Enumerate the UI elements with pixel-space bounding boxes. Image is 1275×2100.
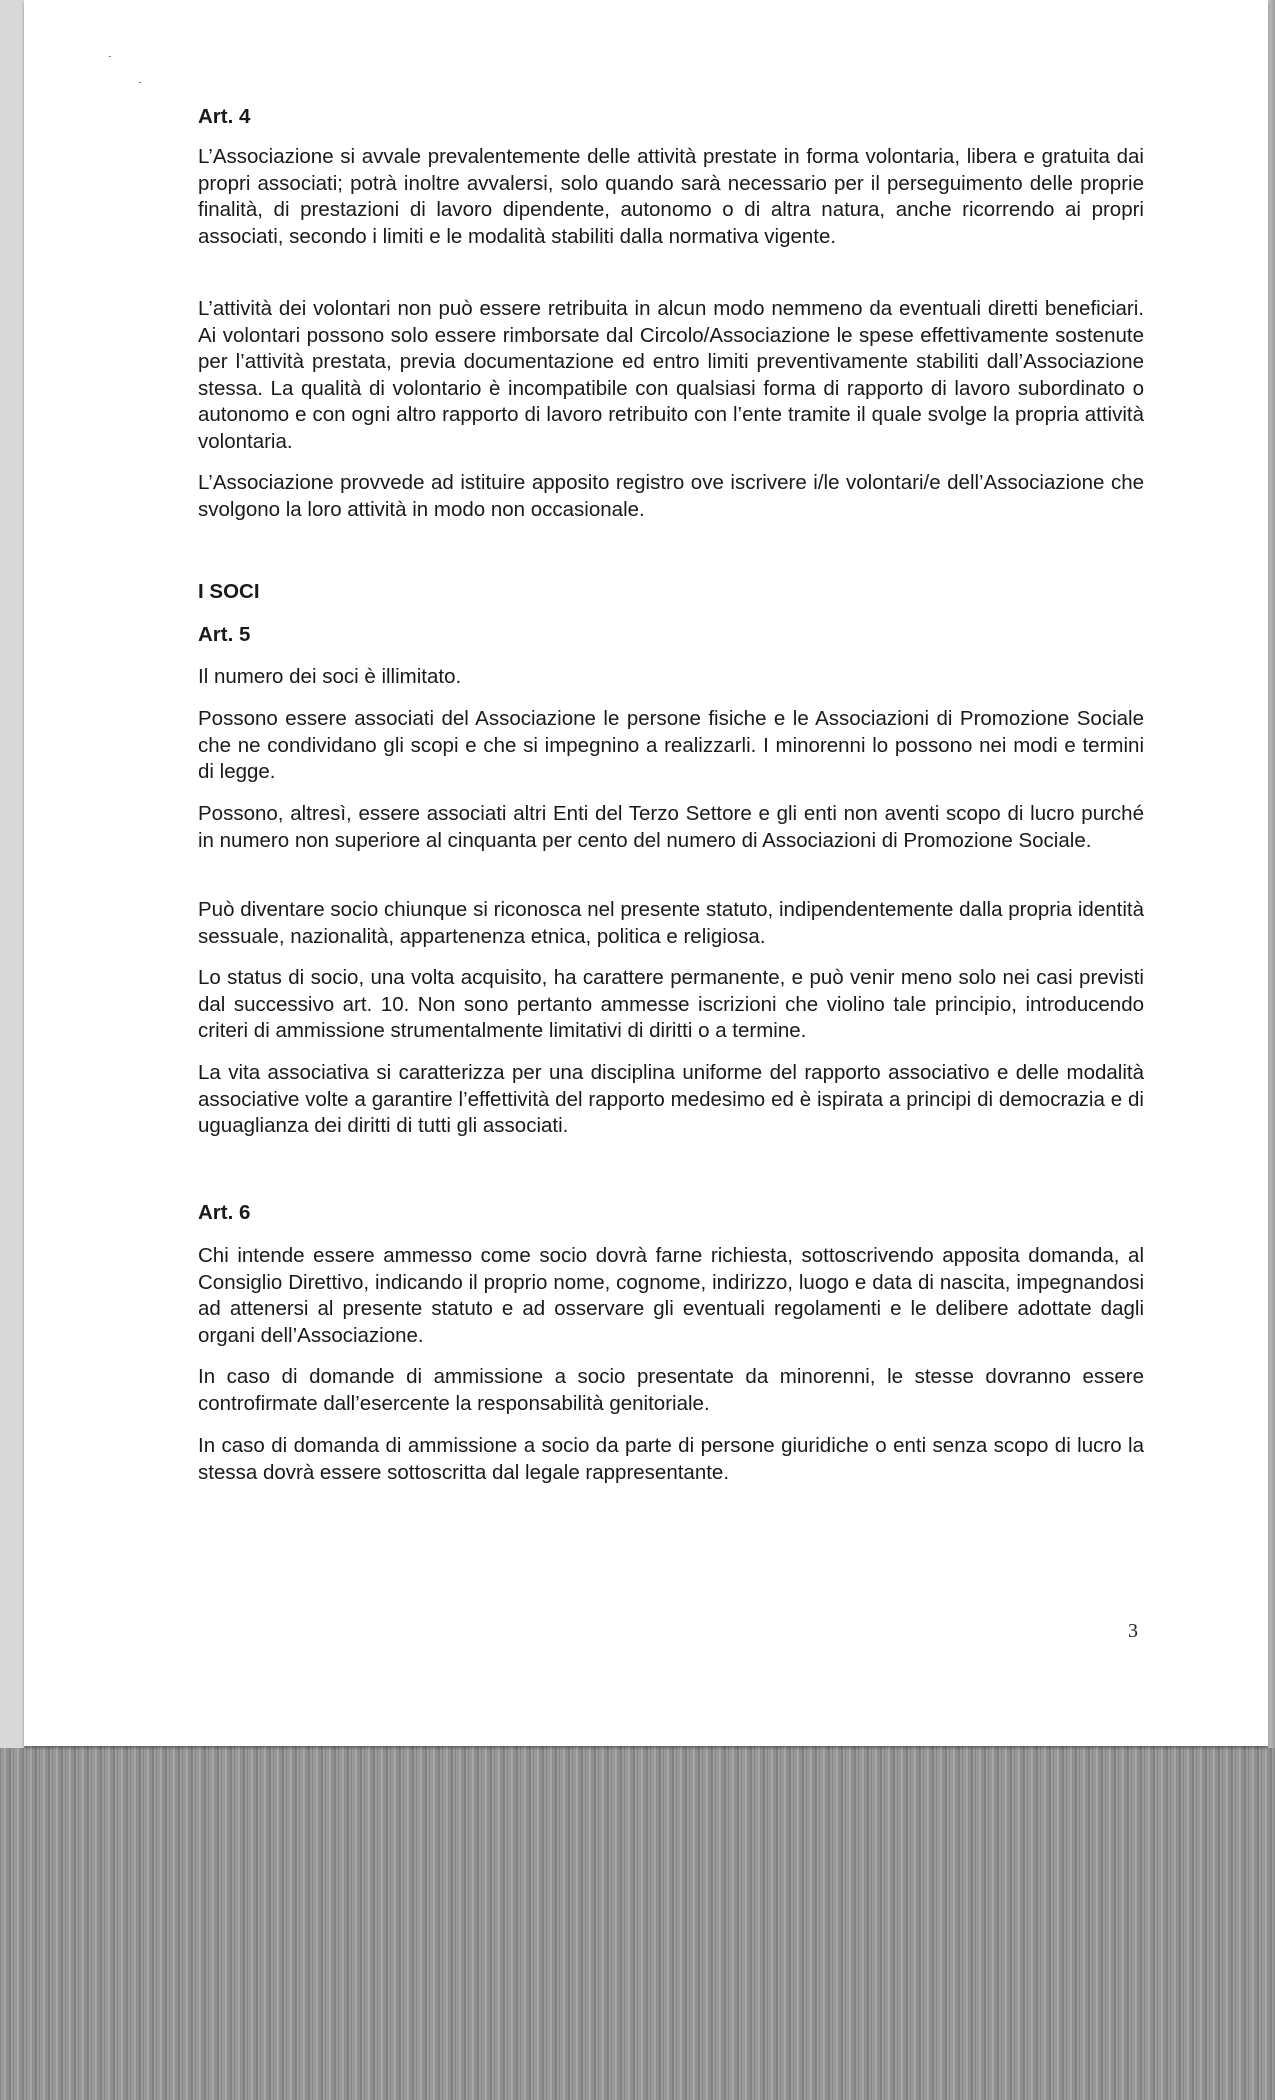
scanner-bed-right — [1268, 0, 1275, 1748]
art4-heading: Art. 4 — [198, 105, 251, 128]
section-title-soci: I SOCI — [198, 580, 260, 603]
art5-paragraph-3: Possono, altresì, essere associati altri Enti del Terzo Settore e gli enti non aventi scopo di lucro purché in numero non superiore al cinquanta per cento del numero di Associazioni di Promozione Sociale. — [198, 802, 1144, 852]
art6-paragraph-1: Chi intende essere ammesso come socio dovrà farne richiesta, sottoscrivendo apposita domanda, al Consiglio Direttivo, indicando il proprio nome, cognome, indirizzo, luogo e data di nascita, impegnandosi ad attenersi al presente statuto e ad osservare gli eventuali regolamenti e le delibere adottate dagli organi dell’Associazione. — [198, 1244, 1144, 1347]
art6-heading: Art. 6 — [198, 1201, 251, 1224]
art4-paragraph-2: L’attività dei volontari non può essere retribuita in alcun modo nemmeno da eventuali diretti beneficiari. Ai volontari possono solo essere rimborsate dal Circolo/Associazione le spese effettivamente sostenute per l’attività prestata, previa documentazione ed entro limiti preventivamente stabiliti dall’Associazione stessa. La qualità di volontario è incompatibile con qualsiasi forma di rapporto di lavoro subordinato o autonomo e con ogni altro rapporto di lavoro retribuito con l’ente tramite il quale svolge la propria attività volontaria. — [198, 297, 1144, 453]
scan-speck — [109, 56, 111, 57]
art5-heading: Art. 5 — [198, 623, 251, 646]
art4-paragraph-3: L’Associazione provvede ad istituire apposito registro ove iscrivere i/le volontari/e dell’Associazione che svolgono la loro attività in modo non occasionale. — [198, 471, 1144, 521]
art5-paragraph-5: Lo status di socio, una volta acquisito, ha carattere permanente, e può venir meno solo nei casi previsti dal successivo art. 10. Non sono pertanto ammesse iscrizioni che violino tale principio, introducendo criteri di ammissione strumentalmente limitativi di diritti o a termine. — [198, 966, 1144, 1042]
page-number: 3 — [1128, 1620, 1138, 1642]
art5-paragraph-4: Può diventare socio chiunque si riconosca nel presente statuto, indipendentemente dalla propria identità sessuale, nazionalità, appartenenza etnica, politica e religiosa. — [198, 898, 1144, 948]
art5-paragraph-6: La vita associativa si caratterizza per una disciplina uniforme del rapporto associativo e delle modalità associative volte a garantire l’effettività del rapporto medesimo ed è ispirata a principi di democrazia e di uguaglianza dei diritti di tutti gli associati. — [198, 1061, 1144, 1137]
art5-paragraph-2: Possono essere associati del Associazione le persone fisiche e le Associazioni di Promozione Sociale che ne condividano gli scopi e che si impegnino a realizzarli. I minorenni lo possono nei modi e termini di legge. — [198, 707, 1144, 783]
art4-paragraph-1: L’Associazione si avvale prevalentemente delle attività prestate in forma volontaria, libera e gratuita dai propri associati; potrà inoltre avvalersi, solo quando sarà necessario per il perseguimento delle proprie finalità, di prestazioni di lavoro dipendente, autonomo o di altra natura, anche ricorrendo ai propri associati, secondo i limiti e le modalità stabiliti dalla normativa vigente. — [198, 145, 1144, 248]
art6-paragraph-3: In caso di domanda di ammissione a socio da parte di persone giuridiche o enti senza scopo di lucro la stessa dovrà essere sottoscritta dal legale rappresentante. — [198, 1434, 1144, 1484]
art6-paragraph-2: In caso di domande di ammissione a socio presentate da minorenni, le stesse dovranno essere controfirmate dall’esercente la responsabilità genitoriale. — [198, 1365, 1144, 1415]
art5-paragraph-1: Il numero dei soci è illimitato. — [198, 665, 462, 688]
document-page — [24, 0, 1268, 1746]
scanner-bed-left — [0, 0, 24, 1748]
scan-speck — [139, 82, 141, 83]
